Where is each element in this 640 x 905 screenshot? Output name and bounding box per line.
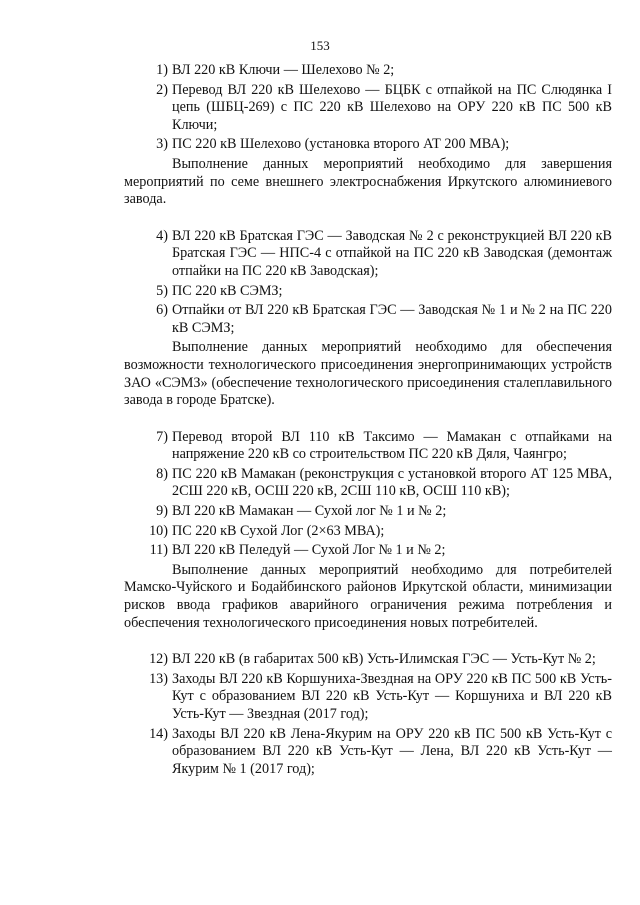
list-item (124, 283, 612, 301)
item-number: 8) (156, 465, 168, 482)
list-item (124, 503, 612, 521)
document-body (124, 62, 612, 780)
item-number: 11) (149, 542, 168, 559)
purpose-paragraph: Выполнение данных мероприятий необходимо для завершения мероприятий по семе внешнего электроснабжения Иркутского алюминиевого завода. (124, 155, 612, 208)
item-text: Отпайки от ВЛ 220 кВ Братская ГЭС — Заводская № 1 и № 2 на ПС 220 кВ СЭМЗ; (172, 302, 612, 336)
list-item (124, 523, 612, 541)
item-text: ВЛ 220 кВ Ключи — Шелехово № 2; (172, 62, 395, 78)
measures-list-2 (124, 228, 612, 338)
list-item (124, 302, 612, 337)
list-item (124, 651, 612, 669)
item-text: Перевод второй ВЛ 110 кВ Таксимо — Мамакан с отпайками на напряжение 220 кВ со строительством ПС 220 кВ Дяля, Чаянгро; (172, 428, 612, 463)
purpose-paragraph: Выполнение данных мероприятий необходимо для потребителей Мамско-Чуйского и Бодайбинского районов Иркутской области, минимизации рисков ввода графиков аварийного ограничения режима потребления и обеспечения технологического присоединения новых потребителей. (124, 561, 612, 631)
item-text: ПС 220 кВ Сухой Лог (2×63 МВА); (172, 522, 385, 539)
item-text: ВЛ 220 кВ Мамакан — Сухой лог № 1 и № 2; (172, 503, 447, 520)
list-item (124, 429, 612, 464)
item-number: 10) (149, 522, 168, 539)
purpose-paragraph: Выполнение данных мероприятий необходимо для обеспечения возможности технологического присоединения энергопринимающих устройств ЗАО «СЭМЗ» (обеспечение технологического присоединения сталеплавильного завода в городе Братске). (124, 339, 612, 409)
list-item (124, 466, 612, 501)
item-number: 13) (149, 670, 168, 687)
item-number: 3) (156, 136, 168, 153)
item-number: 9) (156, 503, 168, 520)
item-text: ПС 220 кВ Шелехово (установка второго АТ 200 МВА); (172, 136, 510, 153)
spacer (124, 410, 612, 429)
item-text: Перевод ВЛ 220 кВ Шелехово — БЦБК с отпайкой на ПС Слюдянка I цепь (ШБЦ-269) с ПС 220 кВ Шелехово на ОРУ 220 кВ ПС 500 кВ Ключи; (172, 81, 612, 133)
item-text: ВЛ 220 кВ (в габаритах 500 кВ) Усть-Илимская ГЭС — Усть-Кут № 2; (172, 651, 596, 668)
item-text: ВЛ 220 кВ Пеледуй — Сухой Лог № 1 и № 2; (172, 542, 446, 559)
item-number: 2) (156, 81, 168, 98)
item-text: ПС 220 кВ Мамакан (реконструкция с установкой второго АТ 125 МВА, 2СШ 220 кВ, ОСШ 220 кВ, 2СШ 110 кВ, ОСШ 110 кВ); (172, 465, 612, 500)
measures-list-3 (124, 429, 612, 560)
item-number: 12) (149, 651, 168, 668)
page-number: 153 (310, 38, 330, 53)
item-number: 7) (156, 428, 168, 445)
list-item (124, 136, 612, 154)
list-item (124, 82, 612, 135)
list-item (124, 228, 612, 281)
item-text: ВЛ 220 кВ Братская ГЭС — Заводская № 2 с реконструкцией ВЛ 220 кВ Братская ГЭС — НПС-4 с отпайкой на ПС 220 кВ Заводская (демонтаж отпайки на ПС 220 кВ Заводская); (172, 227, 612, 279)
item-text: Заходы ВЛ 220 кВ Лена-Якурим на ОРУ 220 кВ ПС 500 кВ Усть-Кут с образованием ВЛ 220 кВ Усть-Кут — Лена, ВЛ 220 кВ Усть-Кут — Якурим № 1 (2017 год); (172, 725, 612, 777)
item-text: ПС 220 кВ СЭМЗ; (172, 282, 283, 299)
measures-list-1 (124, 62, 612, 154)
item-number: 14) (149, 725, 168, 742)
item-text: Заходы ВЛ 220 кВ Коршуниха-Звездная на ОРУ 220 кВ ПС 500 кВ Усть-Кут с образованием ВЛ 220 кВ Усть-Кут — Коршуниха и ВЛ 220 кВ Усть-Кут — Звездная (2017 год); (172, 670, 612, 722)
measures-list-4 (124, 651, 612, 778)
list-item (124, 542, 612, 560)
list-item (124, 726, 612, 779)
item-number: 5) (156, 282, 168, 299)
list-item (124, 671, 612, 724)
item-number: 4) (156, 227, 168, 244)
item-number: 6) (156, 302, 168, 319)
list-item (124, 62, 612, 80)
spacer (124, 209, 612, 228)
spacer (124, 632, 612, 651)
item-number: 1) (156, 62, 168, 78)
